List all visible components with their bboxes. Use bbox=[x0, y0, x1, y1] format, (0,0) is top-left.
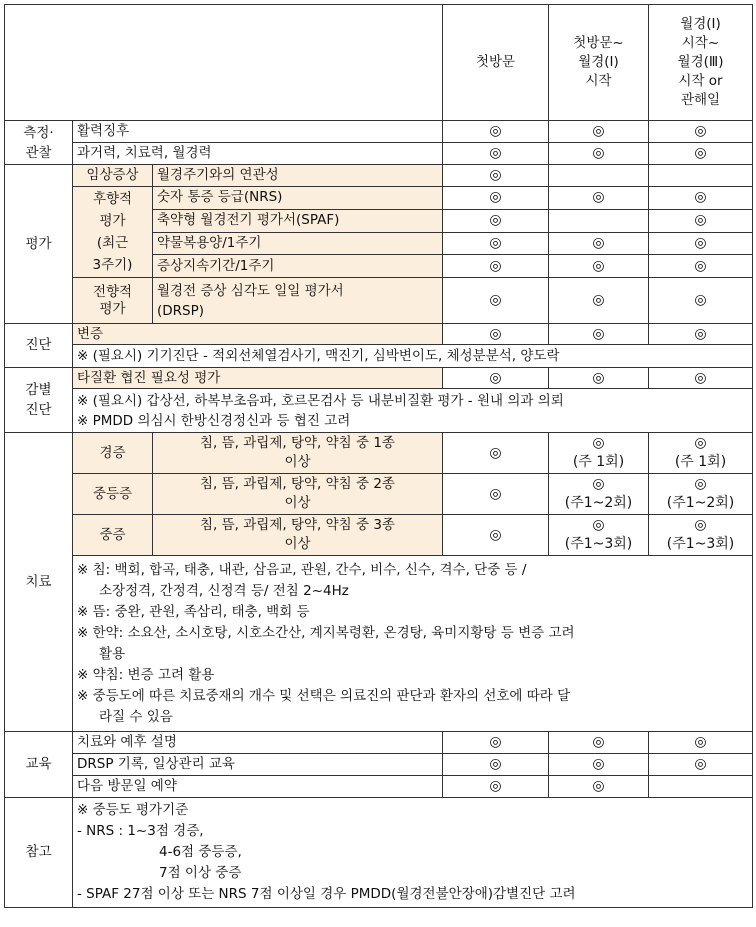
row-label: 월경전 증상 심각도 일일 평가서 (DRSP) bbox=[153, 278, 443, 324]
mark-cell: ◎ (주1~2회) bbox=[649, 474, 753, 515]
mark-cell bbox=[549, 165, 649, 187]
table-row bbox=[5, 143, 753, 165]
table-row bbox=[5, 121, 753, 143]
note-line: 라질 수 있음 bbox=[99, 708, 173, 725]
severity-label: 중증 bbox=[73, 515, 153, 556]
note-diagnosis: ※ (필요시) 기기진단 - 적외선체열검사기, 맥진기, 심박변이도, 체성분분석, 양도락 bbox=[73, 345, 753, 368]
group-diagnosis: 진단 bbox=[5, 324, 73, 368]
note-line: ※ 약침: 변증 고려 활용 bbox=[77, 666, 215, 683]
header-first-to-m1: 첫방문~ 월경(Ⅰ) 시작 bbox=[549, 5, 649, 121]
mark-cell: ◎ bbox=[443, 324, 549, 345]
table-row bbox=[5, 474, 753, 515]
mark-cell: ◎ bbox=[549, 776, 649, 798]
mark-cell: ◎ bbox=[649, 278, 753, 324]
group-measure: 측정· 관찰 bbox=[5, 121, 73, 165]
mark-cell: ◎ bbox=[549, 732, 649, 754]
table-row bbox=[5, 165, 753, 187]
note-line: - NRS : 1~3점 경증, bbox=[77, 823, 204, 839]
table-row bbox=[5, 278, 753, 324]
mark-cell: ◎ (주 1회) bbox=[649, 433, 753, 474]
sub-retro: 후향적 평가 (최근 3주기) bbox=[73, 187, 153, 278]
mark-cell: ◎ bbox=[443, 776, 549, 798]
mark-cell: ◎ bbox=[649, 732, 753, 754]
table-row bbox=[5, 776, 753, 798]
mark-cell: ◎ bbox=[549, 232, 649, 255]
mark-cell: ◎ bbox=[443, 232, 549, 255]
severity-label: 경증 bbox=[73, 433, 153, 474]
note-line: 4-6점 중등증, bbox=[159, 844, 242, 860]
mark-cell: ◎ (주1~3회) bbox=[549, 515, 649, 556]
mark-cell: ◎ bbox=[443, 368, 549, 389]
mark-cell: ◎ (주 1회) bbox=[549, 433, 649, 474]
mark-cell: ◎ bbox=[443, 209, 549, 232]
row-label: DRSP 기록, 일상관리 교육 bbox=[73, 754, 443, 776]
mark-cell: ◎ bbox=[649, 209, 753, 232]
group-education: 교육 bbox=[5, 732, 73, 798]
mark-cell bbox=[549, 209, 649, 232]
table-row bbox=[5, 368, 753, 389]
header-row bbox=[5, 5, 753, 121]
mark-cell: ◎ bbox=[649, 754, 753, 776]
mark-cell: ◎ bbox=[649, 255, 753, 278]
note-reference bbox=[73, 798, 753, 908]
header-m1-to-m3: 월경(Ⅰ) 시작~ 월경(Ⅲ) 시작 or 관해일 bbox=[649, 5, 753, 121]
header-first-visit: 첫방문 bbox=[443, 5, 549, 121]
mark-cell: ◎ bbox=[443, 433, 549, 474]
group-reference: 참고 bbox=[5, 798, 73, 908]
table-row bbox=[5, 389, 753, 433]
mark-cell: ◎ bbox=[549, 278, 649, 324]
table-row bbox=[5, 556, 753, 732]
row-label: 침, 뜸, 과립제, 탕약, 약침 중 2종 이상 bbox=[153, 474, 443, 515]
mark-cell: ◎ bbox=[649, 187, 753, 210]
row-label: 치료와 예후 설명 bbox=[73, 732, 443, 754]
mark-cell: ◎ bbox=[649, 232, 753, 255]
mark-cell: ◎ bbox=[549, 121, 649, 143]
mark-cell: ◎ bbox=[443, 515, 549, 556]
mark-cell: ◎ bbox=[443, 165, 549, 187]
mark-cell: ◎ bbox=[443, 121, 549, 143]
note-line: 7점 이상 중증 bbox=[159, 865, 242, 881]
row-label: 약물복용양/1주기 bbox=[153, 232, 443, 255]
mark-cell bbox=[649, 165, 753, 187]
mark-cell: ◎ bbox=[443, 255, 549, 278]
mark-cell: ◎ bbox=[443, 732, 549, 754]
note-line: - SPAF 27점 이상 또는 NRS 7점 이상일 경우 PMDD(월경전불안장애)감별진단 고려 bbox=[77, 886, 576, 902]
mark-cell: ◎ bbox=[649, 121, 753, 143]
protocol-table bbox=[4, 4, 753, 908]
mark-cell: ◎ bbox=[443, 187, 549, 210]
row-label: 축약형 월경전기 평가서(SPAF) bbox=[153, 209, 443, 232]
row-label: 활력징후 bbox=[73, 121, 443, 143]
table-row bbox=[5, 345, 753, 368]
group-treatment: 치료 bbox=[5, 433, 73, 732]
mark-cell: ◎ bbox=[549, 368, 649, 389]
group-differential: 감별 진단 bbox=[5, 368, 73, 433]
table-row bbox=[5, 187, 753, 210]
mark-cell: ◎ bbox=[443, 474, 549, 515]
note-line: ※ 뜸: 중완, 관원, 족삼리, 태충, 백회 등 bbox=[77, 603, 310, 620]
note-line: 활용 bbox=[99, 645, 126, 662]
row-label: 타질환 협진 필요성 평가 bbox=[73, 368, 443, 389]
severity-label: 중등증 bbox=[73, 474, 153, 515]
row-label: 침, 뜸, 과립제, 탕약, 약침 중 3종 이상 bbox=[153, 515, 443, 556]
mark-cell: ◎ bbox=[443, 278, 549, 324]
mark-cell: ◎ bbox=[549, 143, 649, 165]
mark-cell: ◎ bbox=[549, 187, 649, 210]
note-differential bbox=[73, 389, 753, 433]
note-line: ※ (필요시) 갑상선, 하복부초음파, 호르몬검사 등 내분비질환 평가 - 원내 의과 의뢰 bbox=[77, 392, 564, 409]
table-row bbox=[5, 324, 753, 345]
note-line: ※ 중등도에 따른 치료중재의 개수 및 선택은 의료진의 판단과 환자의 선호에 따라 달 bbox=[77, 687, 571, 704]
row-label: 침, 뜸, 과립제, 탕약, 약침 중 1종 이상 bbox=[153, 433, 443, 474]
note-treatment bbox=[73, 556, 753, 732]
sub-clinical: 임상증상 bbox=[73, 165, 153, 187]
table-row bbox=[5, 515, 753, 556]
note-line: 소장정격, 간정격, 신정격 등/ 전침 2~4Hz bbox=[99, 582, 349, 599]
row-label: 변증 bbox=[73, 324, 443, 345]
sub-prosp: 전향적 평가 bbox=[73, 278, 153, 324]
group-eval: 평가 bbox=[5, 165, 73, 324]
row-label: 다음 방문일 예약 bbox=[73, 776, 443, 798]
mark-cell: ◎ bbox=[649, 368, 753, 389]
note-line: ※ 중등도 평가기준 bbox=[77, 802, 189, 818]
note-line: ※ 침: 백회, 합곡, 태충, 내관, 삼음교, 관원, 간수, 비수, 신수, 격수, 단중 등 / bbox=[77, 561, 527, 578]
row-label: 과거력, 치료력, 월경력 bbox=[73, 143, 443, 165]
row-label: 숫자 통증 등급(NRS) bbox=[153, 187, 443, 210]
mark-cell: ◎ (주1~2회) bbox=[549, 474, 649, 515]
mark-cell: ◎ (주1~3회) bbox=[649, 515, 753, 556]
table-row bbox=[5, 433, 753, 474]
mark-cell: ◎ bbox=[549, 324, 649, 345]
mark-cell: ◎ bbox=[443, 143, 549, 165]
table-row bbox=[5, 798, 753, 908]
header-blank bbox=[5, 5, 443, 121]
note-line: ※ PMDD 의심시 한방신경정신과 등 협진 고려 bbox=[77, 412, 351, 429]
mark-cell: ◎ bbox=[443, 754, 549, 776]
table-row bbox=[5, 754, 753, 776]
mark-cell: ◎ bbox=[649, 143, 753, 165]
table-row bbox=[5, 732, 753, 754]
note-line: ※ 한약: 소요산, 소시호탕, 시호소간산, 계지복령환, 온경탕, 육미지황탕 등 변증 고려 bbox=[77, 624, 575, 641]
mark-cell bbox=[649, 776, 753, 798]
row-label: 증상지속기간/1주기 bbox=[153, 255, 443, 278]
mark-cell: ◎ bbox=[549, 754, 649, 776]
mark-cell: ◎ bbox=[649, 324, 753, 345]
row-label: 월경주기와의 연관성 bbox=[153, 165, 443, 187]
mark-cell: ◎ bbox=[549, 255, 649, 278]
